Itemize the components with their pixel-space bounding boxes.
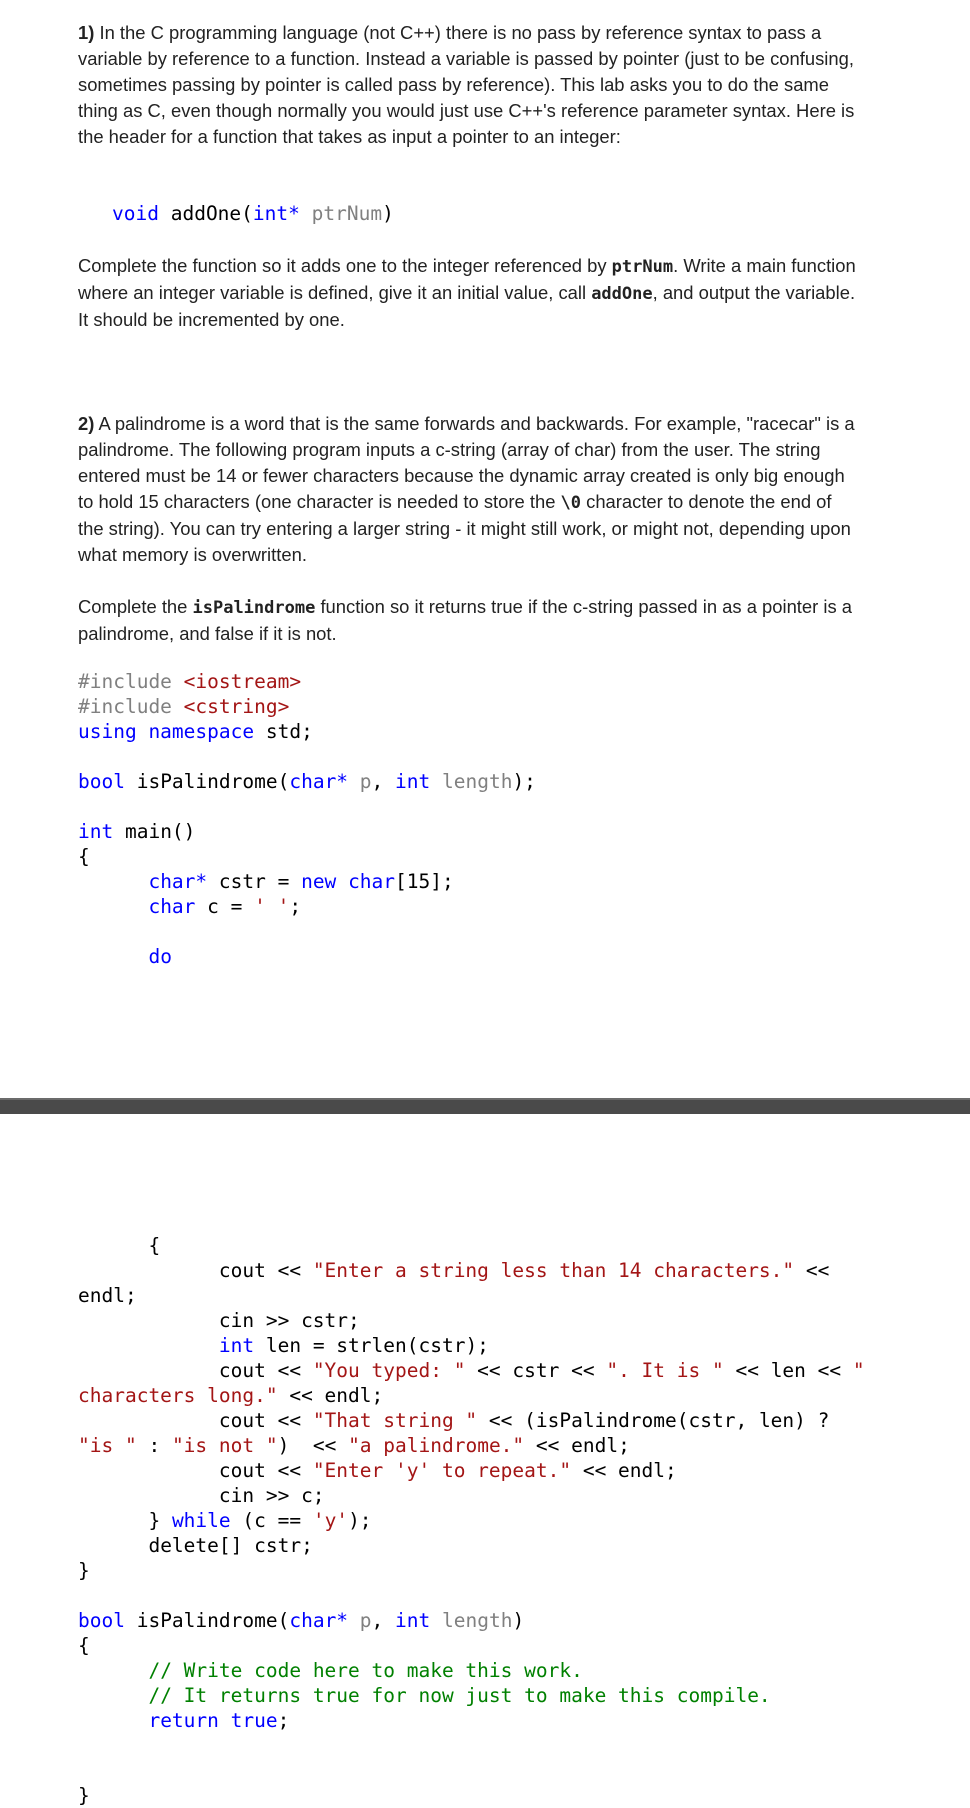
code-preprocessor: #include — [78, 670, 184, 693]
code-string: ' ' — [254, 895, 290, 918]
code-keyword: bool — [78, 770, 125, 793]
code-text: cout << — [218, 1459, 313, 1482]
inline-code-addone: addOne — [591, 284, 653, 304]
code-keyword: do — [148, 945, 172, 968]
code-text: isPalindrome( — [124, 770, 290, 793]
code-text: << len << — [723, 1359, 853, 1382]
code-param: length — [430, 770, 513, 793]
code-text: } — [148, 1509, 172, 1532]
code-text: << — [794, 1259, 830, 1282]
code-string: characters long." — [78, 1384, 278, 1407]
code-text: main() — [113, 820, 196, 843]
code-text: (c == — [230, 1509, 313, 1532]
code-keyword: int — [395, 1609, 431, 1632]
code-keyword: char — [148, 895, 196, 918]
code-string: "is not " — [171, 1434, 278, 1457]
code-punct: ) — [382, 202, 394, 225]
text-run: Complete the function so it adds one to the integer referenced by — [78, 255, 612, 276]
text-run: , and output the variable. It should be incremented by one. — [78, 282, 856, 330]
code-include-lib: <iostream> — [183, 670, 302, 693]
code-brace: } — [78, 1784, 90, 1807]
code-text: cin >> c; — [218, 1484, 325, 1507]
text-run: Complete the — [78, 596, 193, 617]
code-text: [15]; — [395, 870, 454, 893]
code-text: , — [371, 770, 396, 793]
code-text: cout << — [218, 1259, 313, 1282]
code-text: cout << — [218, 1409, 313, 1432]
code-text: << endl; — [277, 1384, 384, 1407]
code-text: c = — [195, 895, 255, 918]
code-text: << cstr << — [465, 1359, 607, 1382]
code-text: : — [136, 1434, 172, 1457]
code-function-name: addOne( — [170, 202, 253, 225]
code-text: cin >> cstr; — [218, 1309, 360, 1332]
question-1-number: 1) — [78, 22, 95, 43]
code-keyword: void — [112, 202, 159, 225]
code-param: p — [348, 1609, 372, 1632]
question-2-number: 2) — [78, 413, 95, 434]
code-keyword: int — [78, 820, 114, 843]
question-1-intro-text: In the C programming language (not C++) there is no pass by reference syntax to pass a variable by reference to a function. Instead a variable is passed by pointer (just to be confusing, sometimes passing by pointer is called pass by reference). This lab asks you to do the same thing as C, even though normally you would just use C++'s reference parameter syntax. Here is the header for a function that takes as input a pointer to an integer: — [78, 22, 855, 147]
code-text: endl; — [78, 1284, 137, 1307]
code-keyword: new — [301, 870, 337, 893]
code-text: len = strlen(cstr); — [254, 1334, 489, 1357]
code-preprocessor: #include — [78, 695, 184, 718]
code-brace: { — [78, 845, 90, 868]
text-run: function so it returns true if the c-string passed in as a pointer is a palindrome, and false if it is not. — [78, 596, 852, 644]
code-comment: // It returns true for now just to make this compile. — [148, 1684, 771, 1707]
question-2-intro — [78, 411, 858, 568]
palindrome-code-part-2 — [78, 1233, 865, 1808]
palindrome-code-part-1 — [78, 669, 536, 969]
code-param: p — [348, 770, 372, 793]
code-keyword: int* — [252, 202, 300, 225]
text-run: . Write a main function where an integer variable is defined, give it an initial value, call — [78, 255, 856, 303]
code-keyword: char* — [148, 870, 208, 893]
question-2-task — [78, 594, 858, 647]
question-1-intro — [78, 20, 858, 150]
code-keyword: char — [348, 870, 396, 893]
document-page-2 — [0, 1114, 970, 1807]
code-keyword: while — [171, 1509, 231, 1532]
code-brace: } — [78, 1559, 90, 1582]
page-break-divider — [0, 1098, 970, 1114]
code-text: std; — [254, 720, 313, 743]
code-text: ; — [277, 1709, 290, 1732]
code-text: ) << — [277, 1434, 349, 1457]
code-keyword: bool — [78, 1609, 125, 1632]
code-text: , — [371, 1609, 396, 1632]
inline-code-ptrnum: ptrNum — [611, 257, 674, 277]
code-string: "That string " — [312, 1409, 478, 1432]
code-string: " — [852, 1359, 865, 1382]
code-string: "You typed: " — [312, 1359, 466, 1382]
text-run: character to denote the end of the string). You can try entering a larger string - it might still work, or might not, depending upon what memory is overwritten. — [78, 491, 851, 565]
addone-header-code — [112, 201, 394, 226]
code-text: << (isPalindrome(cstr, len) ? — [477, 1409, 830, 1432]
code-string: "Enter a string less than 14 characters." — [312, 1259, 795, 1282]
question-1-task — [78, 253, 858, 333]
code-string: "Enter 'y' to repeat." — [312, 1459, 572, 1482]
code-keyword: int — [218, 1334, 255, 1357]
code-string: "a palindrome." — [348, 1434, 525, 1457]
code-text: ); — [512, 770, 536, 793]
code-text: ); — [348, 1509, 372, 1532]
code-text: << endl; — [524, 1434, 630, 1457]
code-param: ptrNum — [311, 202, 383, 225]
text-run: A palindrome is a word that is the same forwards and backwards. For example, "racecar" is a palindrome. The following program inputs a c-string (array of char) from the user. The string entered must be 14 or fewer characters because the dynamic array created is only big enough to hold 15 characters (one character is needed to store the — [78, 413, 855, 512]
code-text: ) — [512, 1609, 525, 1632]
code-comment: // Write code here to make this work. — [148, 1659, 583, 1682]
code-text: << endl; — [571, 1459, 677, 1482]
code-text: isPalindrome( — [124, 1609, 290, 1632]
code-string: ". It is " — [606, 1359, 724, 1382]
code-brace: { — [78, 1634, 90, 1657]
code-keyword: char* — [289, 1609, 349, 1632]
code-text: delete[] cstr; — [148, 1534, 313, 1557]
code-keyword: true — [230, 1709, 278, 1732]
code-text: cstr = — [207, 870, 302, 893]
code-keyword: int — [395, 770, 431, 793]
code-brace: { — [148, 1234, 161, 1257]
code-keyword: using namespace — [78, 720, 255, 743]
code-string: 'y' — [312, 1509, 349, 1532]
code-string: "is " — [78, 1434, 137, 1457]
code-text: ; — [289, 895, 302, 918]
inline-code-ispalindrome: isPalindrome — [192, 598, 316, 618]
code-text — [219, 1709, 231, 1732]
code-keyword: return — [148, 1709, 219, 1732]
code-param: length — [430, 1609, 513, 1632]
code-include-lib: <cstring> — [183, 695, 290, 718]
code-text: cout << — [218, 1359, 313, 1382]
code-keyword: char* — [289, 770, 349, 793]
code-text — [336, 870, 348, 893]
inline-code-null-char: \0 — [560, 493, 582, 513]
